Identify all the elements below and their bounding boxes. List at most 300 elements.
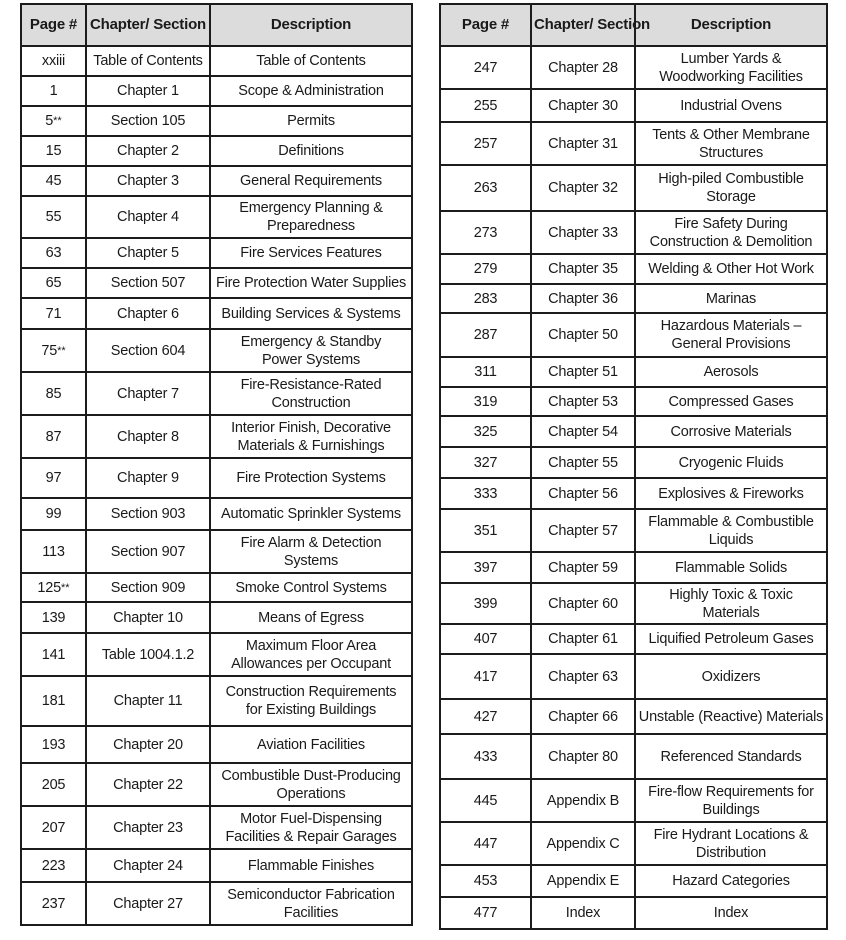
page-number-cell bbox=[440, 583, 531, 624]
page-number: 71 bbox=[45, 305, 62, 322]
table-row bbox=[21, 415, 412, 458]
chapter-label: Chapter 10 bbox=[113, 609, 183, 626]
description-cell bbox=[635, 284, 827, 313]
chapter-cell bbox=[86, 676, 210, 726]
table-row bbox=[21, 46, 412, 76]
description-line: Semiconductor Fabrication bbox=[227, 886, 395, 903]
page-number: 319 bbox=[473, 393, 498, 410]
description-cell bbox=[210, 298, 412, 329]
chapter-cell bbox=[86, 166, 210, 196]
header-chapter bbox=[86, 4, 210, 46]
page-number-cell bbox=[440, 478, 531, 509]
chapter-label: Chapter 9 bbox=[117, 470, 179, 486]
table-row bbox=[440, 313, 827, 357]
page-number: 87 bbox=[45, 428, 62, 445]
table-row bbox=[440, 699, 827, 734]
page-number-cell bbox=[440, 654, 531, 699]
table-row bbox=[440, 165, 827, 211]
description-line: Liquids bbox=[708, 531, 754, 548]
chapter-cell bbox=[531, 165, 635, 211]
page-number-cell bbox=[440, 387, 531, 416]
toc-table-left bbox=[20, 3, 413, 926]
chapter-cell bbox=[86, 298, 210, 329]
chapter-label: Chapter 56 bbox=[548, 485, 618, 502]
description-line: Explosives & Fireworks bbox=[658, 485, 804, 502]
chapter-cell bbox=[86, 329, 210, 372]
chapter-cell bbox=[531, 779, 635, 822]
page-number: 85 bbox=[45, 385, 62, 402]
page-number-cell bbox=[21, 196, 86, 238]
description-cell bbox=[635, 387, 827, 416]
page-number-cell bbox=[440, 122, 531, 165]
table-row bbox=[21, 763, 412, 806]
chapter-label: Chapter 35 bbox=[548, 261, 618, 277]
chapter-cell bbox=[86, 372, 210, 415]
chapter-label: Chapter 33 bbox=[548, 224, 618, 241]
page-number-cell bbox=[21, 166, 86, 196]
page-number: 99 bbox=[45, 506, 62, 522]
table-row bbox=[440, 552, 827, 583]
chapter-cell bbox=[531, 46, 635, 89]
table-row bbox=[440, 624, 827, 654]
chapter-label: Chapter 32 bbox=[548, 180, 618, 196]
table-row bbox=[440, 447, 827, 478]
description-line: Power Systems bbox=[261, 351, 361, 368]
table-row bbox=[440, 211, 827, 254]
description-cell bbox=[210, 166, 412, 196]
chapter-label: Chapter 59 bbox=[548, 559, 618, 576]
page-number: 139 bbox=[41, 609, 66, 626]
table-row bbox=[21, 166, 412, 196]
description-line: Lumber Yards & bbox=[680, 50, 782, 67]
chapter-cell bbox=[531, 122, 635, 165]
description-cell bbox=[210, 196, 412, 238]
description-line: Hazardous Materials – bbox=[660, 318, 802, 334]
table-row bbox=[21, 196, 412, 238]
page-number-cell bbox=[440, 897, 531, 929]
page-number-cell bbox=[440, 89, 531, 122]
chapter-label: Chapter 1 bbox=[117, 83, 179, 99]
page-number-cell bbox=[21, 849, 86, 882]
table-row bbox=[440, 509, 827, 552]
chapter-cell bbox=[86, 106, 210, 136]
description-line: Storage bbox=[706, 189, 756, 205]
chapter-cell bbox=[86, 726, 210, 763]
table-row bbox=[21, 106, 412, 136]
chapter-cell bbox=[86, 530, 210, 573]
description-line: Table of Contents bbox=[256, 53, 366, 69]
page-number: 65 bbox=[45, 275, 62, 291]
description-cell bbox=[635, 211, 827, 254]
header-row bbox=[21, 4, 412, 46]
page-number: 97 bbox=[45, 470, 62, 486]
page-number-cell bbox=[440, 865, 531, 897]
description-line: Aerosols bbox=[703, 364, 759, 380]
chapter-label: Chapter 27 bbox=[113, 895, 183, 912]
chapter-label: Appendix B bbox=[546, 792, 620, 809]
header-chapter-line1: Chapter/ bbox=[90, 16, 150, 33]
description-cell bbox=[210, 763, 412, 806]
chapter-cell bbox=[531, 387, 635, 416]
description-cell bbox=[210, 882, 412, 925]
header-page bbox=[21, 4, 86, 46]
page-number: 193 bbox=[41, 736, 66, 753]
description-line: Aviation Facilities bbox=[257, 736, 365, 753]
page-number-cell bbox=[21, 763, 86, 806]
page-number-cell bbox=[21, 415, 86, 458]
table-row bbox=[440, 654, 827, 699]
chapter-label: Section 604 bbox=[110, 342, 186, 359]
page-number-cell bbox=[21, 726, 86, 763]
description-line: Liquified Petroleum Gases bbox=[648, 631, 814, 647]
chapter-cell bbox=[531, 89, 635, 122]
description-line: Means of Egress bbox=[258, 609, 364, 626]
description-cell bbox=[635, 254, 827, 284]
chapter-cell bbox=[531, 624, 635, 654]
table-row bbox=[21, 458, 412, 498]
page-number: 223 bbox=[41, 857, 66, 874]
description-cell bbox=[635, 122, 827, 165]
page-number: 445 bbox=[473, 792, 498, 809]
page-number-cell bbox=[21, 136, 86, 166]
description-line: Fire Services Features bbox=[240, 245, 382, 261]
description-line: Permits bbox=[287, 113, 335, 129]
page-number: 325 bbox=[473, 423, 498, 440]
table-row bbox=[440, 284, 827, 313]
description-cell bbox=[635, 313, 827, 357]
chapter-label: Chapter 66 bbox=[548, 708, 618, 725]
chapter-cell bbox=[531, 509, 635, 552]
description-line: Fire-Resistance-Rated bbox=[240, 376, 382, 393]
page-number-cell bbox=[21, 458, 86, 498]
page-number-cell bbox=[440, 447, 531, 478]
description-line: Flammable Finishes bbox=[247, 857, 375, 874]
description-line: Fire-flow Requirements for bbox=[648, 783, 814, 800]
page-number-cell bbox=[440, 779, 531, 822]
description-cell bbox=[210, 602, 412, 633]
table-row bbox=[440, 779, 827, 822]
page-number-cell bbox=[21, 530, 86, 573]
table-row bbox=[440, 387, 827, 416]
chapter-cell bbox=[531, 865, 635, 897]
page-number-cell bbox=[21, 806, 86, 849]
chapter-cell bbox=[531, 552, 635, 583]
description-line: Hazard Categories bbox=[672, 873, 790, 889]
chapter-label: Chapter 3 bbox=[117, 173, 179, 189]
chapter-cell bbox=[531, 254, 635, 284]
page-number: 447 bbox=[473, 835, 498, 852]
description-line: General Requirements bbox=[240, 173, 382, 189]
description-cell bbox=[210, 498, 412, 530]
page-number-cell bbox=[440, 416, 531, 447]
description-line: Woodworking Facilities bbox=[659, 68, 803, 85]
page-number-cell bbox=[21, 573, 86, 602]
description-line: Distribution bbox=[695, 844, 767, 861]
chapter-label: Chapter 4 bbox=[117, 209, 179, 225]
table-row bbox=[21, 726, 412, 763]
chapter-label: Chapter 8 bbox=[117, 428, 179, 445]
description-line: Operations bbox=[276, 785, 346, 802]
description-cell bbox=[635, 165, 827, 211]
chapter-label: Chapter 30 bbox=[548, 97, 618, 114]
page-number-cell bbox=[21, 372, 86, 415]
description-line: Facilities bbox=[283, 904, 339, 921]
page-number: 5** bbox=[45, 113, 62, 129]
description-line: Welding & Other Hot Work bbox=[648, 261, 814, 277]
description-cell bbox=[210, 268, 412, 298]
chapter-label: Chapter 54 bbox=[548, 423, 618, 440]
chapter-cell bbox=[531, 447, 635, 478]
page-number: 125** bbox=[37, 579, 70, 596]
header-chapter-line2: Section bbox=[153, 16, 206, 33]
description-cell bbox=[210, 46, 412, 76]
chapter-label: Chapter 2 bbox=[117, 143, 179, 159]
description-cell bbox=[635, 699, 827, 734]
chapter-cell bbox=[86, 268, 210, 298]
description-line: General Provisions bbox=[671, 336, 791, 352]
page-number-cell bbox=[440, 822, 531, 865]
page-number: 407 bbox=[473, 631, 498, 647]
table-row bbox=[440, 122, 827, 165]
description-cell bbox=[635, 865, 827, 897]
description-cell bbox=[635, 654, 827, 699]
chapter-label: Section 507 bbox=[110, 275, 186, 291]
chapter-label: Chapter 11 bbox=[113, 693, 183, 709]
description-line: Index bbox=[713, 905, 749, 921]
description-cell bbox=[635, 552, 827, 583]
description-cell bbox=[210, 849, 412, 882]
chapter-label: Appendix C bbox=[546, 835, 620, 852]
page-number: 433 bbox=[473, 748, 498, 765]
chapter-cell bbox=[86, 849, 210, 882]
page-number: 311 bbox=[474, 364, 497, 380]
table-row bbox=[21, 238, 412, 268]
footnote-marker: ** bbox=[61, 581, 70, 594]
description-line: Highly Toxic & Toxic bbox=[669, 586, 793, 603]
chapter-label: Section 909 bbox=[110, 579, 186, 596]
table-row bbox=[21, 136, 412, 166]
page-number-cell bbox=[440, 357, 531, 387]
toc-table-right bbox=[439, 3, 828, 930]
page-number: 427 bbox=[473, 708, 498, 725]
description-line: Fire Protection Systems bbox=[236, 470, 386, 486]
description-cell bbox=[635, 416, 827, 447]
page-number: 255 bbox=[473, 97, 498, 114]
page-number-cell bbox=[440, 552, 531, 583]
table-row bbox=[21, 882, 412, 925]
description-cell bbox=[635, 447, 827, 478]
page-number: 237 bbox=[41, 895, 66, 912]
page-number: 399 bbox=[473, 595, 498, 612]
table-row bbox=[21, 76, 412, 106]
chapter-cell bbox=[531, 654, 635, 699]
page-number-cell bbox=[21, 76, 86, 106]
description-line: Buildings bbox=[702, 801, 760, 818]
chapter-label: Chapter 51 bbox=[548, 364, 618, 380]
page-number: 453 bbox=[473, 873, 498, 889]
description-cell bbox=[210, 726, 412, 763]
table-row bbox=[21, 268, 412, 298]
description-line: Flammable Solids bbox=[674, 559, 788, 576]
description-line: Referenced Standards bbox=[660, 748, 802, 765]
description-line: Maximum Floor Area bbox=[245, 637, 377, 654]
chapter-cell bbox=[531, 699, 635, 734]
description-line: Tents & Other Membrane bbox=[652, 126, 810, 143]
page-number: 283 bbox=[473, 290, 498, 307]
header-chapter bbox=[531, 4, 650, 46]
header-description-label: Description bbox=[690, 16, 772, 33]
table-row bbox=[21, 329, 412, 372]
description-line: Automatic Sprinkler Systems bbox=[221, 506, 401, 522]
description-line: Fire Protection Water Supplies bbox=[215, 275, 407, 291]
table-row bbox=[440, 822, 827, 865]
description-cell bbox=[210, 415, 412, 458]
page-number: 55 bbox=[45, 209, 62, 225]
description-line: Interior Finish, Decorative bbox=[231, 419, 391, 436]
chapter-label: Chapter 31 bbox=[548, 135, 618, 152]
page-number-cell bbox=[440, 165, 531, 211]
table-row bbox=[21, 676, 412, 726]
page-number: 1 bbox=[49, 83, 58, 99]
chapter-label: Table 1004.1.2 bbox=[101, 646, 195, 663]
description-line: Cryogenic Fluids bbox=[678, 454, 784, 471]
table-row bbox=[21, 530, 412, 573]
chapter-cell bbox=[86, 238, 210, 268]
description-line: Industrial Ovens bbox=[680, 97, 782, 114]
table-row bbox=[440, 583, 827, 624]
chapter-label: Chapter 22 bbox=[113, 776, 183, 793]
description-line: Unstable (Reactive) Materials bbox=[638, 708, 824, 725]
chapter-label: Chapter 50 bbox=[548, 327, 618, 343]
chapter-label: Chapter 60 bbox=[548, 595, 618, 612]
description-line: Emergency & Standby bbox=[240, 333, 382, 350]
description-line: Construction & Demolition bbox=[649, 233, 813, 250]
page-number-cell bbox=[21, 46, 86, 76]
page-number-cell bbox=[21, 633, 86, 676]
chapter-label: Section 903 bbox=[110, 506, 186, 522]
chapter-cell bbox=[86, 196, 210, 238]
page-number: 45 bbox=[45, 173, 62, 189]
chapter-label: Chapter 36 bbox=[548, 290, 618, 307]
chapter-label: Chapter 80 bbox=[548, 748, 618, 765]
chapter-label: Chapter 6 bbox=[117, 305, 179, 322]
toc-left-body bbox=[21, 46, 412, 925]
description-cell bbox=[635, 897, 827, 929]
chapter-label: Table of Contents bbox=[93, 53, 203, 69]
table-row bbox=[440, 478, 827, 509]
chapter-label: Chapter 53 bbox=[548, 393, 618, 410]
description-line: Allowances per Occupant bbox=[231, 655, 391, 672]
page-number: 63 bbox=[45, 245, 62, 261]
description-cell bbox=[210, 633, 412, 676]
page-number-cell bbox=[21, 498, 86, 530]
description-cell bbox=[635, 779, 827, 822]
page-number-cell bbox=[21, 329, 86, 372]
chapter-cell bbox=[86, 76, 210, 106]
chapter-cell bbox=[86, 763, 210, 806]
chapter-label: Chapter 61 bbox=[548, 631, 618, 647]
page-number: 15 bbox=[45, 143, 62, 159]
chapter-label: Section 907 bbox=[110, 543, 186, 560]
header-description bbox=[210, 4, 412, 46]
page-number-cell bbox=[21, 602, 86, 633]
page-number-cell bbox=[440, 46, 531, 89]
header-page-label: Page # bbox=[29, 16, 78, 33]
description-cell bbox=[635, 509, 827, 552]
description-line: Motor Fuel-Dispensing bbox=[240, 810, 382, 827]
page-number-cell bbox=[21, 268, 86, 298]
chapter-cell bbox=[86, 458, 210, 498]
chapter-cell bbox=[531, 734, 635, 779]
table-row bbox=[21, 573, 412, 602]
description-line: Structures bbox=[698, 144, 764, 161]
description-cell bbox=[635, 583, 827, 624]
chapter-cell bbox=[86, 602, 210, 633]
table-row bbox=[21, 372, 412, 415]
chapter-cell bbox=[531, 313, 635, 357]
chapter-cell bbox=[531, 416, 635, 447]
toc-right-body bbox=[440, 46, 827, 929]
page-number-cell bbox=[440, 254, 531, 284]
table-row bbox=[21, 849, 412, 882]
page-number: 287 bbox=[473, 327, 498, 343]
description-line: Marinas bbox=[705, 290, 757, 307]
table-row bbox=[21, 633, 412, 676]
description-cell bbox=[635, 89, 827, 122]
page-number: 477 bbox=[473, 905, 498, 921]
chapter-cell bbox=[86, 806, 210, 849]
description-line: Definitions bbox=[278, 143, 344, 159]
chapter-label: Index bbox=[565, 905, 601, 921]
header-description bbox=[635, 4, 827, 46]
description-cell bbox=[210, 136, 412, 166]
table-row bbox=[440, 865, 827, 897]
chapter-cell bbox=[531, 478, 635, 509]
page-number-cell bbox=[21, 238, 86, 268]
description-line: Fire Hydrant Locations & bbox=[653, 826, 809, 843]
page-number-cell bbox=[440, 211, 531, 254]
header-row bbox=[440, 4, 827, 46]
description-line: Compressed Gases bbox=[668, 393, 794, 410]
page-number-cell bbox=[440, 734, 531, 779]
table-row bbox=[21, 498, 412, 530]
page-number: 279 bbox=[473, 261, 498, 277]
description-line: Facilities & Repair Garages bbox=[225, 828, 397, 845]
description-line: Construction bbox=[271, 394, 351, 411]
chapter-cell bbox=[86, 46, 210, 76]
chapter-cell bbox=[86, 882, 210, 925]
description-cell bbox=[210, 676, 412, 726]
chapter-label: Chapter 55 bbox=[548, 454, 618, 471]
description-cell bbox=[635, 734, 827, 779]
page-number: 181 bbox=[41, 693, 66, 709]
header-page bbox=[440, 4, 531, 46]
page-number-cell bbox=[440, 284, 531, 313]
header-page-label: Page # bbox=[461, 16, 510, 33]
page-number: 247 bbox=[473, 59, 498, 76]
description-cell bbox=[635, 478, 827, 509]
page-number-cell bbox=[440, 313, 531, 357]
description-cell bbox=[210, 806, 412, 849]
description-cell bbox=[210, 238, 412, 268]
chapter-cell bbox=[531, 284, 635, 313]
chapter-cell bbox=[86, 633, 210, 676]
chapter-label: Chapter 20 bbox=[113, 736, 183, 753]
chapter-label: Chapter 28 bbox=[548, 59, 618, 76]
table-row bbox=[21, 806, 412, 849]
description-cell bbox=[210, 573, 412, 602]
chapter-cell bbox=[531, 822, 635, 865]
